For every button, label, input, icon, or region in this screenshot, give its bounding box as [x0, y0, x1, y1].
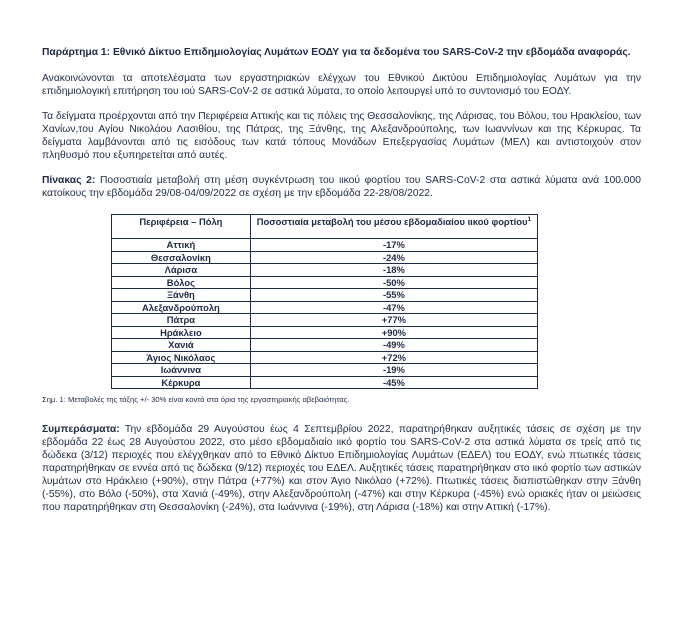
table-row — [112, 251, 538, 264]
header-change — [250, 215, 537, 239]
table-row — [112, 239, 538, 252]
cell-change: +90% — [250, 326, 537, 339]
footnote-marker: 1 — [527, 215, 532, 223]
cell-change: -17% — [250, 239, 537, 252]
table-row — [112, 289, 538, 302]
cell-region: Ξάνθη — [112, 289, 251, 302]
cell-region: Θεσσαλονίκη — [112, 251, 251, 264]
table-row — [112, 364, 538, 377]
cell-region: Αλεξανδρούπολη — [112, 301, 251, 314]
conclusions-paragraph — [42, 423, 641, 514]
header-change-text: Ποσοστιαία μεταβολή του μέσου εβδομαδιαίου ιικού φορτίου — [256, 216, 528, 227]
table-row — [112, 301, 538, 314]
cell-region: Χανιά — [112, 339, 251, 352]
cell-change: -18% — [250, 264, 537, 277]
samples-paragraph: Τα δείγματα προέρχονται από την Περιφέρεια Αττικής και τις πόλεις της Θεσσαλονίκης, της Λάρισας, του Βόλου, του Ηρακλείου, των Χανίων,του Αγίου Νικολάου Λασιθίου, της Πάτρας, της Ξάνθης, της Αλεξανδρούπολης, των Ιωαννίνων και της Κέρκυρας. Τα δείγματα λαμβάνονται από τις εισόδους των κατά τόπους Μονάδων Επεξεργασίας Λυμάτων (ΜΕΛ) και αντιστοιχούν στον πληθυσμό που εξυπηρετείται από αυτές. — [42, 111, 641, 161]
table-caption-label: Πίνακας 2: — [42, 175, 96, 186]
cell-region: Κέρκυρα — [112, 376, 251, 389]
cell-change: -49% — [250, 339, 537, 352]
cell-region: Αττική — [112, 239, 251, 252]
table-row — [112, 376, 538, 389]
cell-change: -55% — [250, 289, 537, 302]
table-header-row — [112, 215, 538, 239]
table-row — [112, 339, 538, 352]
annex-heading: Παράρτημα 1: Εθνικό Δίκτυο Επιδημιολογίας Λυμάτων ΕΟΔΥ για τα δεδομένα του SARS-CoV-2 την εβδομάδα αναφοράς. — [42, 47, 631, 58]
cell-change: -47% — [250, 301, 537, 314]
cell-region: Ιωάννινα — [112, 364, 251, 377]
table-row — [112, 326, 538, 339]
intro-paragraph: Ανακοινώνονται τα αποτελέσματα των εργαστηριακών ελέγχων του Εθνικού Δικτύου Επιδημιολογίας Λυμάτων για την επιδημιολογική επιτήρηση του ιού SARS-CoV-2 σε αστικά λύματα, το οποίο λειτουργεί υπό το συντονισμό του ΕΟΔΥ. — [42, 73, 641, 97]
table-row — [112, 351, 538, 364]
table-footnote: Σημ. 1: Μεταβολές της τάξης +/- 30% είναι κοντά στα όρια της εργαστηριακής αβεβαιότητας. — [42, 395, 350, 404]
cell-region: Βόλος — [112, 276, 251, 289]
cell-change: +72% — [250, 351, 537, 364]
table-row — [112, 264, 538, 277]
conclusions-label: Συμπεράσματα: — [42, 424, 120, 435]
conclusions-text: Την εβδομάδα 29 Αυγούστου έως 4 Σεπτεμβρίου 2022, παρατηρήθηκαν αυξητικές τάσεις σε σχέση με την εβδομάδα 22 έως 28 Αυγούστου 2022, στο μέσο εβδομαδιαίο ιικό φορτίο του SARS-CoV-2 στα αστικά λύματα σε τρείς από τις δώδεκα (3/12) περιοχές που ελέγχθηκαν από το Εθνικό Δίκτυο Επιδημιολογίας Λυμάτων (ΕΔΕΛ) του ΕΟΔΥ, ενώ πτωτικές τάσεις παρατηρήθηκαν σε εννέα από τις δώδεκα (9/12) περιοχές του ΕΔΕΛ. Αυξητικές τάσεις παρατηρήθηκαν στο ιικό φορτίο των αστικών λυμάτων στο Ηράκλειο (+90%), στην Πάτρα (+77%) και στον Άγιο Νικόλαο (+72%). Πτωτικές τάσεις διαπιστώθηκαν στην Ξάνθη (-55%), στο Βόλο (-50%), στα Χανιά (-49%), στην Αλεξανδρούπολη (-47%) και στην Κέρκυρα (-45%) ενώ οριακές ήταν οι μειώσεις που παρατηρήθηκαν στη Θεσσαλονίκη (-24%), στα Ιωάννινα (-19%), στη Λάρισα (-18%) και στην Αττική (-17%). — [42, 424, 641, 513]
cell-region: Άγιος Νικόλαος — [112, 351, 251, 364]
table-body — [112, 239, 538, 389]
cell-change: +77% — [250, 314, 537, 327]
cell-change: -19% — [250, 364, 537, 377]
cell-change: -24% — [250, 251, 537, 264]
table-caption — [42, 174, 641, 200]
table-row — [112, 276, 538, 289]
header-region: Περιφέρεια – Πόλη — [112, 215, 251, 239]
cell-region: Λάρισα — [112, 264, 251, 277]
table-caption-text: Ποσοστιαία μεταβολή στη μέση συγκέντρωση του ιικού φορτίου του SARS-CoV-2 στα αστικά λύματα ανά 100.000 κατοίκους την εβδομάδα 29/08-04/09/2022 σε σχέση με την εβδομάδα 22-28/08/2022. — [42, 175, 641, 199]
cell-change: -50% — [250, 276, 537, 289]
cell-change: -45% — [250, 376, 537, 389]
cell-region: Ηράκλειο — [112, 326, 251, 339]
viral-load-table — [111, 214, 538, 389]
table-row — [112, 314, 538, 327]
cell-region: Πάτρα — [112, 314, 251, 327]
